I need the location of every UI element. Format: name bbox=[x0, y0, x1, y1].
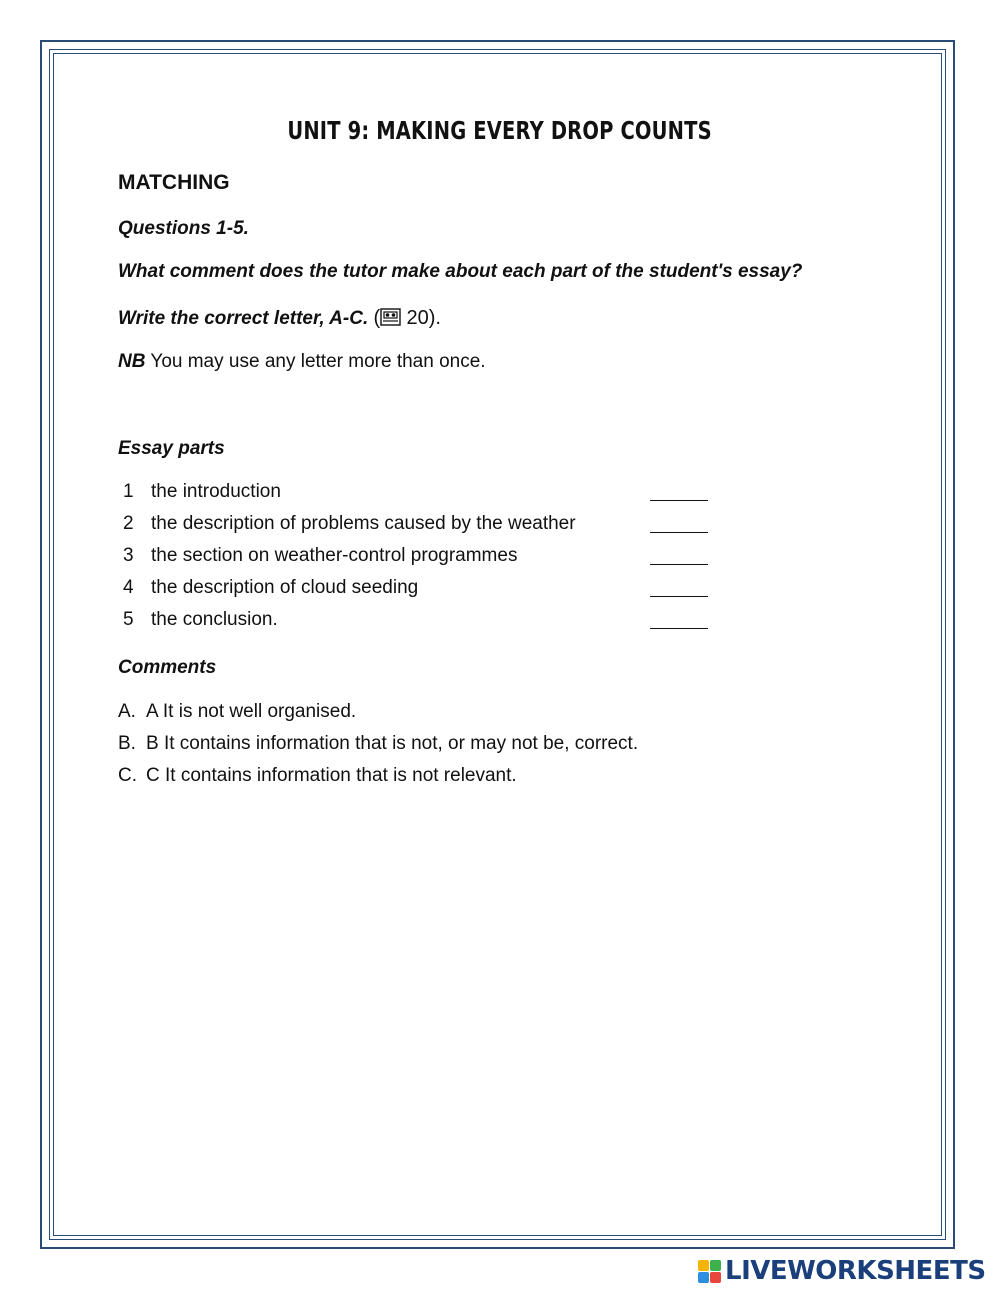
write-instruction-line bbox=[118, 307, 441, 330]
nb-note bbox=[118, 351, 486, 373]
question-row bbox=[0, 609, 1000, 639]
questions-range: Questions 1-5. bbox=[118, 218, 249, 239]
question-row bbox=[0, 513, 1000, 543]
question-text: the conclusion. bbox=[151, 609, 278, 630]
liveworksheets-logo-icon bbox=[698, 1260, 721, 1283]
write-instruction: Write the correct letter, A-C. bbox=[118, 308, 369, 329]
answer-blank-2[interactable] bbox=[650, 532, 708, 533]
question-row bbox=[0, 577, 1000, 607]
audio-ref: 20). bbox=[406, 307, 441, 329]
section-heading: MATCHING bbox=[118, 171, 230, 194]
cassette-icon bbox=[380, 308, 401, 326]
comments-heading: Comments bbox=[118, 657, 217, 678]
answer-blank-4[interactable] bbox=[650, 596, 708, 597]
question-text: the description of cloud seeding bbox=[151, 577, 419, 598]
answer-blank-1[interactable] bbox=[650, 500, 708, 501]
question-number: 4 bbox=[123, 577, 134, 598]
question-number: 3 bbox=[123, 545, 134, 566]
question-text: the section on weather-control programmes bbox=[151, 545, 518, 566]
question-number: 2 bbox=[123, 513, 134, 534]
audio-ref-open: ( bbox=[373, 307, 381, 329]
question-text: the description of problems caused by the weather bbox=[151, 513, 576, 534]
question-row bbox=[0, 545, 1000, 575]
liveworksheets-brand[interactable] bbox=[698, 1256, 986, 1286]
comment-text: C It contains information that is not relevant. bbox=[146, 765, 517, 786]
essay-parts-heading: Essay parts bbox=[118, 438, 225, 459]
comment-text: B It contains information that is not, or may not be, correct. bbox=[146, 733, 639, 754]
brand-name: LIVEWORKSHEETS bbox=[725, 1256, 986, 1286]
question-number: 5 bbox=[123, 609, 134, 630]
comment-letter: C. bbox=[118, 765, 137, 786]
question-row bbox=[0, 481, 1000, 511]
comment-letter: A. bbox=[118, 701, 136, 722]
question-number: 1 bbox=[123, 481, 134, 502]
nb-text: You may use any letter more than once. bbox=[145, 351, 486, 372]
nb-label: NB bbox=[118, 351, 146, 372]
comment-letter: B. bbox=[118, 733, 136, 754]
answer-blank-5[interactable] bbox=[650, 628, 708, 629]
question-text: the introduction bbox=[151, 481, 281, 502]
answer-blank-3[interactable] bbox=[650, 564, 708, 565]
worksheet-title: UNIT 9: MAKING EVERY DROP COUNTS bbox=[287, 116, 712, 145]
comment-text: A It is not well organised. bbox=[146, 701, 357, 722]
instruction-prompt: What comment does the tutor make about each part of the student's essay? bbox=[118, 261, 803, 282]
